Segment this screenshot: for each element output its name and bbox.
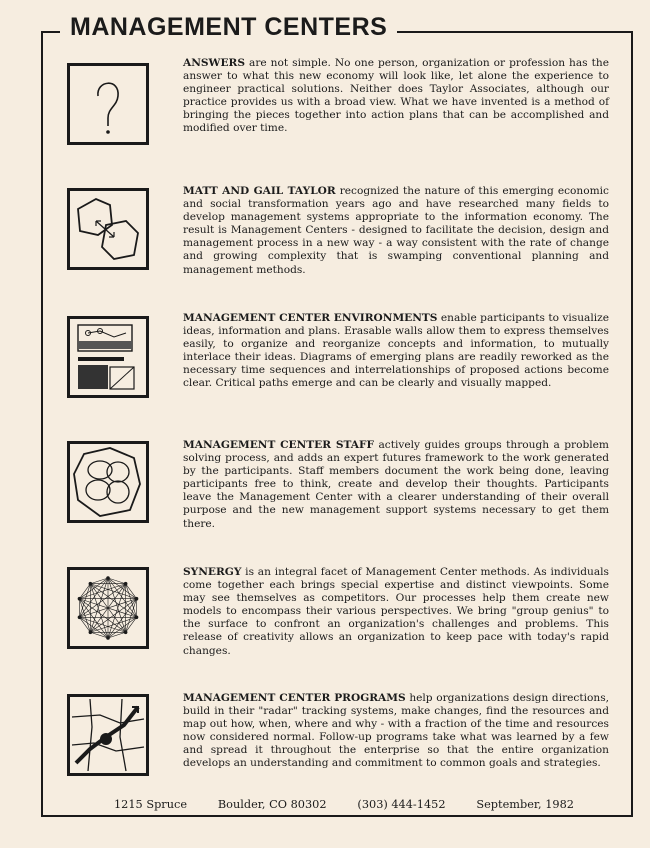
section-text: actively guides groups through a problem solving process, and adds an expert futures framework to the work generated by the participants. Staff members document the work being done, leaving participants free to think, create and develop their thoughts. Participants leave the Management Center with a clearer understanding of their overall purpose and the new management support systems necessary to get them there.: [183, 439, 609, 530]
route-map-icon: [67, 694, 149, 776]
section-programs: [183, 692, 609, 771]
section-staff: [183, 439, 609, 531]
section-text: help organizations design directions, build in their "radar" tracking systems, make changes, find the resources and map out how, when, where and why - with a fraction of the time and resources now considered normal. Follow-up programs take what was learned by a few and spread it throughout the enterprise so that the entire organization develops an understanding and commitment to common goals and strategies.: [183, 692, 609, 770]
section-environments: [183, 312, 609, 391]
grouped-cells-icon: [67, 441, 149, 523]
section-lead: MANAGEMENT CENTER PROGRAMS: [183, 692, 406, 704]
section-text: enable participants to visualize ideas, information and plans. Erasable walls allow them to express themselves easily, to organize and reorganize concepts and information, to mutually interlace their ideas. Diagrams of emerging plans are readily reworked as the necessary time sequences and interrelationships of proposed actions become clear. Critical paths emerge and can be clearly and visually mapped.: [183, 312, 609, 390]
footer-phone: (303) 444-1452: [357, 798, 446, 811]
section-lead: ANSWERS: [183, 57, 245, 69]
footer-address: 1215 Spruce: [114, 798, 187, 811]
section-lead: MATT AND GAIL TAYLOR: [183, 185, 336, 197]
section-synergy: [183, 566, 609, 658]
section-taylors: [183, 185, 609, 277]
section-lead: MANAGEMENT CENTER STAFF: [183, 439, 375, 451]
footer-city: Boulder, CO 80302: [217, 798, 327, 811]
section-text: is an integral facet of Management Center methods. As individuals come together each brings special expertise and distinct viewpoints. Some may see themselves as competitors. Our processes help them create new models to encompass their various perspectives. We bring "group genius" to the surface to confront an organization's challenges and problems. This release of creativity allows an organization to keep pace with today's rapid changes.: [183, 566, 609, 657]
wall-chart-icon: [67, 316, 149, 398]
two-interlinked-cells-icon: [67, 188, 149, 270]
section-answers: [183, 57, 609, 136]
section-text: are not simple. No one person, organization or profession has the answer to what this new economy will look like, let alone the experience to engineer practical solutions. Neither does Taylor Associates, although our practice provides us with a broad view. What we have invented is a method of bringing the pieces together into action plans that can be accomplished and modified over time.: [183, 57, 609, 135]
network-polygon-icon: [67, 567, 149, 649]
section-text: recognized the nature of this emerging economic and social transformation years ago and have researched many fields to develop management systems appropriate to the information economy. The result is Management Centers - designed to facilitate the decision, design and management process in a new way - a way consistent with the rate of change and growing complexity that is swamping conventional planning and management methods.: [183, 185, 609, 276]
footer-date: September, 1982: [476, 798, 574, 811]
page-title: MANAGEMENT CENTERS: [60, 12, 397, 42]
section-lead: MANAGEMENT CENTER ENVIRONMENTS: [183, 312, 438, 324]
question-mark-icon: [67, 63, 149, 145]
footer-contact: [114, 798, 574, 811]
section-lead: SYNERGY: [183, 566, 242, 578]
